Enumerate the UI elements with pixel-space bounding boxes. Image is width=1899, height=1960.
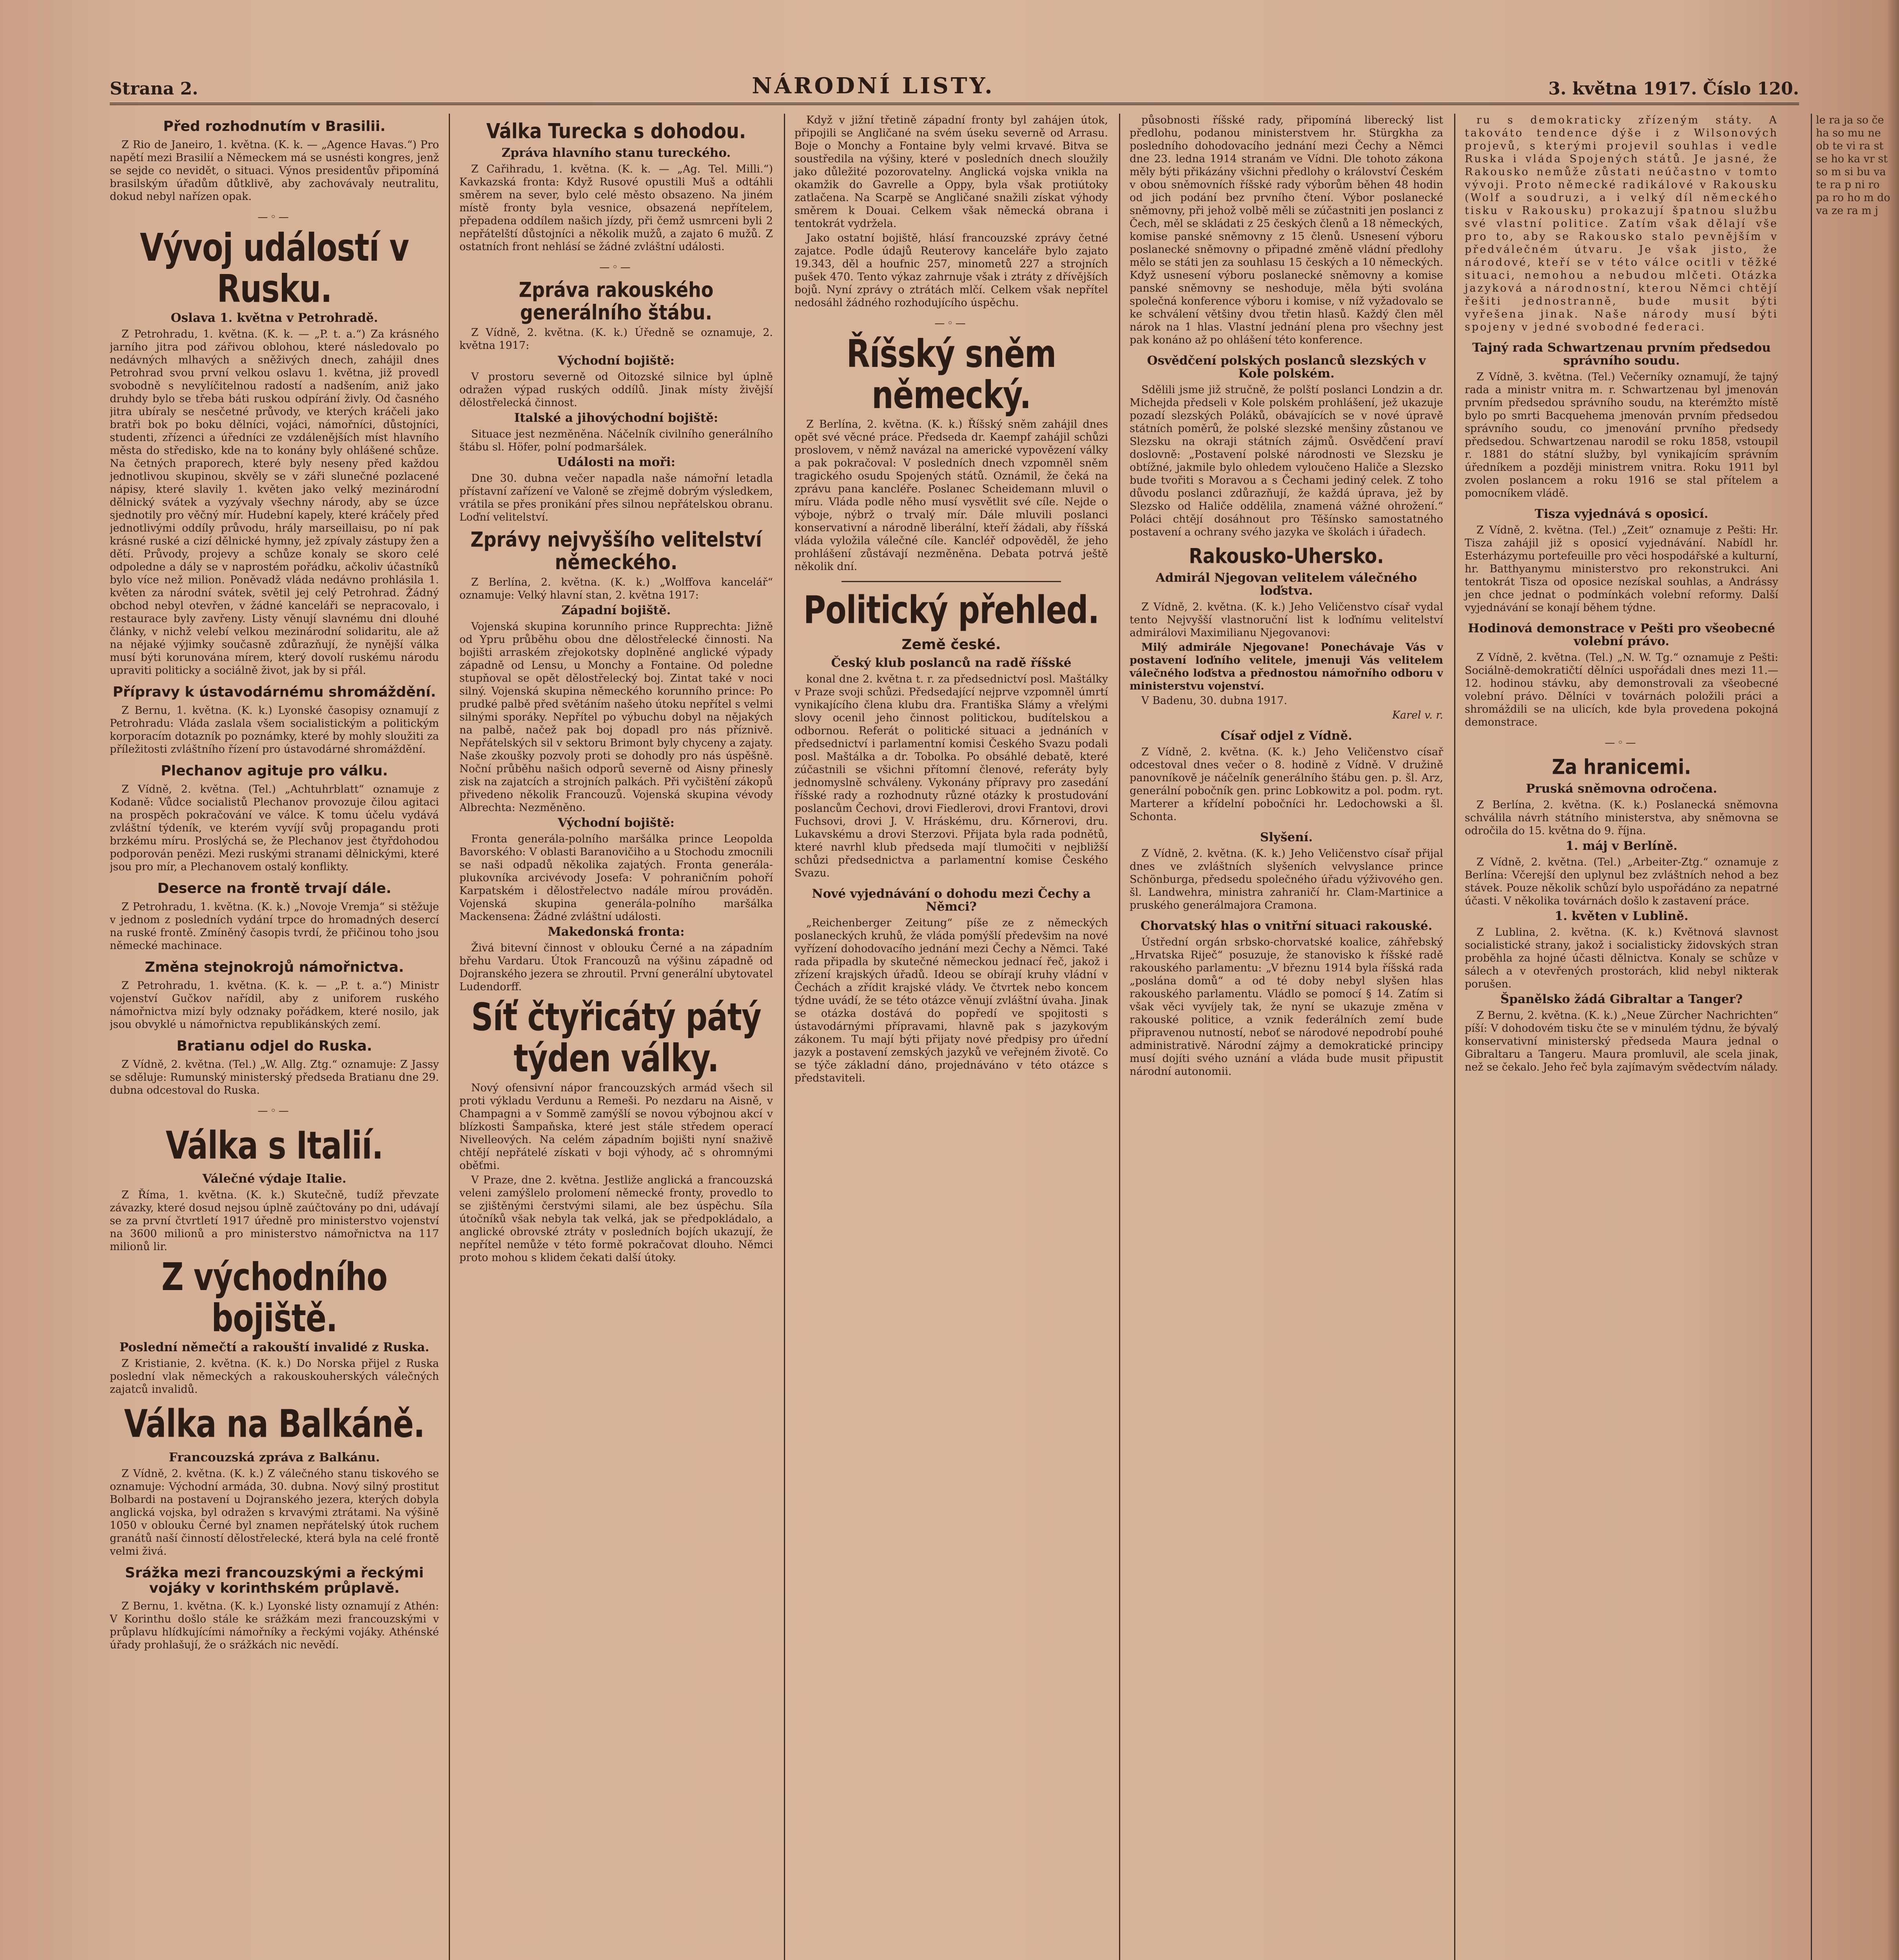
article-balkan <box>110 1402 439 1557</box>
section-heading: Tisza vyjednává s oposicí. <box>1534 507 1709 521</box>
article-text: působnosti říšské rady, připomíná liberecký list předlohu, podanou ministerstvem hr. Stürgkha za posledního dohodovacího jednání mezi Čechy a Němci dne 23. ledna 1914 stranám ve Vídni. Dle tohoto zákona měly býti přikázány všichni předlohy o království Českém v obou sněmovních říšské rady výborům běhen 48 hodin od jich podání bez prvního čtení. Výbor poslanecké sněmovny, při jehož volbě měli se zúčastniti jen poslanci z Čech, měl se skládati z 25 českých členů a 18 německých, komise panské sněmovny z 15 členů. Usnesení výboru poslanecké sněmovny o připadné změně vládní předlohy mělo se státi jen za souhlasu 15 českých a 10 německých. Když usnesení výboru poslanecké sněmovny a komise panské sněmovny se neshoduje, měla býti svolána společná konference výboru i komise, v níž vyžadovalo se ke schválení většiny dvou třetin hlasů. Každý člen měl nárok na 1 hlas. Vlastní jednání plena pro všechny jest pak konáno až po ohlášení této konference. <box>1130 114 1443 346</box>
article-pripravy <box>110 685 439 756</box>
headline: Před rozhodnutím v Brasilii. <box>163 118 386 134</box>
column-2 <box>449 114 773 1960</box>
headline: Deserce na frontě trvají dále. <box>157 880 392 897</box>
article-text: Z Vídně, 2. května. (Tel.) „Achtuhrblatt“ oznamuje z Kodaně: Vůdce socialistů Plechanov provozuje čilou agitaci na prospěch pokračování ve válce. K tomu účelu vydává zvláštní týdeník, ve kterém vyvíjí svůj propagandu proti brzkému míru. Proslýchá se, že Plechanov jest čtyřdohodou podporován penězi. Mezi ruskými stranami dělnickými, které jsou pro mír, a Plechanovem ostalý konflikty. <box>110 783 439 873</box>
column-4 <box>1119 114 1443 1960</box>
article-continued <box>794 114 1108 309</box>
article-demonstrace <box>1465 622 1778 729</box>
article-45-tyden <box>459 995 773 1264</box>
page-number: Strana 2. <box>110 79 198 99</box>
article-vychod <box>110 1255 439 1396</box>
article-rakousko-uhersko <box>1130 543 1443 722</box>
article-schwartzenau <box>1465 341 1778 500</box>
headline: Srážka mezi francouzskými a řeckými vojáky v korinthském průplavě. <box>125 1564 424 1596</box>
section-heading: Chorvatský hlas o vnitřní situaci rakouské. <box>1140 918 1433 933</box>
headline: Plechanov agituje pro válku. <box>161 763 388 779</box>
masthead <box>110 74 1799 105</box>
ornament-divider: —◦— <box>934 318 968 329</box>
headline: Změna stejnokrojů námořnictva. <box>145 959 404 975</box>
article-text: Dne 30. dubna večer napadla naše námořní letadla přístavní zařízení ve Valoně se zřejmě dobrým výsledkem, vrátila se přes pronikání přes silnou nepřátelskou obranu. Loďní velitelství. <box>459 472 773 524</box>
article-continued <box>1465 114 1778 334</box>
article-text: Z Lublina, 2. května. (K. k.) Květnová slavnost socialistické strany, jakož i socialisticky židovských stran proběhla za hojné účasti dělnictva. Konaly se schůze v sálech a v otevřených prostorách, klid nebyl nikterak porušen. <box>1465 926 1778 990</box>
article-text: Z Petrohradu, 1. května. (K. k. — „P. t. a.“) Ministr vojenství Gučkov nařídil, aby z uniforem ruského námořnictva mizí byly odznaky pořádkem, které nosilo, jak jsou obvyklé u námořnictva republikánských zemí. <box>110 979 439 1031</box>
article-text: Z Vídně, 2. května. (Tel.) „Zeit“ oznamuje z Pešti: Hr. Tisza zahájil již s oposicí vyjednávání. Nabídl hr. Esterházymu portefeuille pro věci hospodářské a kulturní, hr. Batthyanymu ministerstvo pro rekonstrukci. Ani tentokrát Tisza od oposice nezískal souhlas, a Andrássy jen chce jednat o podmínkách volební reformy. Další vyjednávání se konají během týdne. <box>1465 524 1778 614</box>
subheadline: Admirál Njegovan velitelem válečného loďstva. <box>1155 570 1417 598</box>
section-heading: Italské a jihovýchodní bojiště: <box>514 411 718 425</box>
headline: Politický přehled. <box>803 588 1099 633</box>
article-text: Živá bitevní činnost v oblouku Černé a na západním břehu Vardaru. Útok Francouzů na výšinu západně od Dojranského jezera se zhroutil. První generální ubytovatel Ludendorff. <box>459 942 773 993</box>
article-polsti-poslanci <box>1130 354 1443 539</box>
article-korinth <box>110 1566 439 1652</box>
article-chorvatsky-hlas <box>1130 920 1443 1078</box>
ornament-divider: —◦— <box>258 211 291 223</box>
article-brasilie <box>110 119 439 203</box>
subheadline: Válečné výdaje Italie. <box>202 1171 346 1186</box>
article-tisza <box>1465 508 1778 614</box>
article-text: Z Říma, 1. května. (K. k.) Skutečně, tudíž převzate závazky, které dosud nejsou úplně zaúčtovány po dni, udávají se za první čtvrtletí 1917 úředně pro ministerstvo vojenství na 3600 milionů a pro ministerstvo námořnictva na 117 milionů lir. <box>110 1189 439 1253</box>
subheadline: Poslední němečtí a rakouští invalidé z Ruska. <box>119 1340 430 1355</box>
article-text: Z Vídně, 2. května. (K. k.) Z válečného stanu tiskového se oznamuje: Východní armáda, 30. dubna. Nový silný prostitut Bolbardi na postavení u Dojranského jezera, kterých dobyla anglická vojska, byl odražen s krvavými ztrátami. Na výšině 1050 v oblouku Černé byl znamen nepřátelský útok ruchem granátů naší činností dělostřelecké, která byla na celé frontě velmi živá. <box>110 1467 439 1557</box>
article-bratianu <box>110 1039 439 1097</box>
article-text: Z Vídně, 2. května. (Tel.) „W. Allg. Ztg.“ oznamuje: Z Jassy se sděluje: Rumunský ministerský předseda Bratianu dne 29. dubna odcestoval do Ruska. <box>110 1058 439 1096</box>
headline: Z východního bojiště. <box>161 1255 387 1341</box>
section-heading: Hodinová demonstrace v Pešti pro všeobecné volební právo. <box>1468 621 1775 648</box>
article-text: Z Kristianie, 2. května. (K. k.) Do Norska přijel z Ruska poslední vlak německých a rakouskouherských válečných zajatců invalidů. <box>110 1357 439 1396</box>
article-text: Z Vídně, 2. května. (Tel.) „N. W. Tg.“ oznamuje z Pešti: Sociálně-demokratičtí dělníci uspořádali dnes mezi 11.—12. hodinou stávku, aby demonstrovali za všeobecné volební právo. Dělníci v továrnách položili práci a shromáždili se na ulicích, kde byla provedena pokojná demonstrace. <box>1465 652 1778 728</box>
issue-date: 3. května 1917. Číslo 120. <box>1548 79 1799 99</box>
article-text: Z Vídně, 2. května. (K. k.) Jeho Veličenstvo císař odcestoval dnes večer o 8. hodině z Vídně. V družině panovníkově je náčelník generálního štábu gen. p. šl. Arz, generální pobočník gen. princ Lobkowitz a pol. podm. ryt. Marterer a křídelní pobočníci hr. Ledochowski a šl. Schonta. <box>1130 746 1443 823</box>
article-text: Fronta generála-polního maršálka prince Leopolda Bavorského: V oblasti Baranovičiho a u Stochodu zmocnili se naši odpadů několika zajatých. Fronta generála-plukovníka arcivévody Josefa: V pohraničním pohoří Karpatském i dělostřelectvo nadále mírou prováděn. Vojenská skupina generála-polního maršálka Mackensena: Žádné zvláštní události. <box>459 833 773 923</box>
article-text: V Praze, dne 2. května. Jestliže anglická a francouzská veleni zamýšlelo prolomení německé fronty, provedlo to se zjištěnými čerstvými silami, ale bez úspěchu. Síla útočníků však nebyla tak velká, jak se předpokládalo, a anglické obrovské ztráty v posledních bojích ukazují, že nepřítel nemůže v této formě pokračovat dlouho. Němci proto mohou s klidem čekati další útoky. <box>459 1174 773 1264</box>
article-text: Z Vídně, 2. května. (K. k.) Úředně se oznamuje, 2. května 1917: <box>459 327 773 352</box>
headline: Přípravy k ústavodárnému shromáždění. <box>112 684 436 701</box>
headline: Válka s Italií. <box>165 1123 383 1168</box>
headline: Říšský sněm německý. <box>846 332 1056 417</box>
article-rakousky-stab <box>459 277 773 524</box>
column-1 <box>110 114 439 1960</box>
section-heading: 1. květen v Lublině. <box>1554 909 1689 923</box>
subheadline: Zpráva hlavního stanu tureckého. <box>501 145 731 160</box>
headline: Válka Turecka s dohodou. <box>486 118 746 143</box>
article-text: Jako ostatní bojiště, hlásí francouzské zprávy četné zajatce. Podle údajů Reuterovy kanceláře bylo zajato 19.343, děl a houfnic 257, minometů 227 a strojních pušek 470. Tento výkaz zahrnuje však i ztráty z dřívějších bojů. Nyní zprávy o ztrátách mlčí. Celkem však nepřítel nedosáhl žádného rozhodujícího úspěchu. <box>794 232 1108 309</box>
section-heading: Osvědčení polských poslanců slezských v Kole polském. <box>1147 354 1426 381</box>
place-date: V Badenu, 30. dubna 1917. <box>1141 694 1288 707</box>
subheadline: Oslava 1. května v Petrohradě. <box>170 311 378 325</box>
section-heading: Císař odjel z Vídně. <box>1221 728 1352 743</box>
headline: Síť čtyřicátý pátý týden války. <box>471 995 761 1081</box>
article-continued <box>1130 114 1443 347</box>
headline: Za hranicemi. <box>1552 754 1691 779</box>
handwritten-letter: Milý admirále Njegovane! Ponechávaje Vás v postavení loďního velitele, jmenuji Vás velitelem válečného loďstva a přednostou námořního odboru v ministerstvu vojenství. <box>1130 641 1443 692</box>
section-divider <box>842 581 1061 582</box>
section-heading: Španělsko žádá Gibraltar a Tanger? <box>1500 992 1743 1006</box>
article-cisar-odjel <box>1130 730 1443 823</box>
article-risssky-snem <box>794 332 1108 573</box>
column-3 <box>784 114 1108 1960</box>
article-text: Vojenská skupina korunního prince Rupprechta: Jižně od Ypru průběhu obou dne dělostřelecké činnosti. Na bojišti arraském zřejokotsky doplněné anglické výpady západně od Lensu, u Monchy a Fontaine. Od poledne stupňoval se opět dělostřelecký boj. Zintat také v noci silný. Vojenská skupina německého korunního prince: Po prudké palbě před světáním našeho útoku nepřítel s velmi silnými sporáky. Nepřítel po výbuchu dobyl na nějakých na palbě, načež pak boj dopadl pro nás příznivě. Nepřátelských sil v sektoru Brimont byly chyceny a zajaty. Naše zkoušky pozvoly proti se dohodly pro nás úspěšně. Noční průběhu našich odporů severně od Aisny přinesly zisk na zajatcích a strojních palkách. Při vyčištění zákopů přivedeno několik Francouzů. Vojenská skupina vévody Albrechta: Nezměněno. <box>459 621 773 814</box>
article-nemecky-stab <box>459 527 773 993</box>
article-text: Z Berlína, 2. května. (K. k.) Poslanecká sněmovna schválila návrh státního ministerstva, aby sněmovna se odročila do 15. května do 9. října. <box>1465 799 1778 837</box>
article-stejnokroje <box>110 960 439 1031</box>
article-text: Z Bernu, 2. května. (K. k.) „Neue Zürcher Nachrichten“ píší: V dohodovém tisku čte se v minulém týdnu, že bývalý konservativní ministerský předseda Maura jednal o Gibraltaru a Tangeru. Maura promluvil, ale scela jinak, než se čekalo. Jeho řeč byla zajímavým svědectvím nálady. <box>1465 1009 1778 1073</box>
article-text: Z Bernu, 1. května. (K. k.) Lyonské časopisy oznamují z Petrohradu: Vláda zaslala všem socialistickým a politickým korporacím dotazník po poznámky, které by mohly sloužiti za příležitosti zvláštního řízení pro ústavodárné shromáždění. <box>110 704 439 756</box>
article-text: Nový ofensivní nápor francouzských armád všech sil proti výkladu Verdunu a Remeši. Po nezdaru na Aisně, v Champagni a v Sommě zamýšlí se novou výbojnou akcí v blízkosti Šampaňska, které jest stále středem operací Nivelleových. Na celém západním bojišti nyní snaživě chtějí nepřátelé získati v boji výhody, ač s ohromnými oběťmi. <box>459 1082 773 1172</box>
article-text: Z Petrohradu, 1. května. (K. k.) „Novoje Vremja“ si stěžuje v jednom z posledních vydání trpce do hromadných desercí na ruské frontě. Zmíněný časopis tvrdí, že přičinou toho jsou německé machinace. <box>110 900 439 952</box>
section-heading: Východní bojiště: <box>558 354 675 368</box>
headline: Vývoj událostí v Rusku. <box>140 226 409 311</box>
section-heading: 1. máj v Berlíně. <box>1565 838 1678 853</box>
article-text: Z Berlína, 2. května. (K. k.) Říšský sněm zahájil dnes opět své věcné práce. Předseda dr. Kaempf zahájil schůzi proslovem, v němž navázal na americké vypovězení války a pak pokračoval: V posledních dnech vzpomněl sněm tragického osudu Spojených států. Oznámil, že čeká na zprávu pana kancléře. Poslanec Scheidemann mluvil o míru. Vláda podle něho musí vysvětlit své cíle. Nejde o výboje, nýbrž o trvalý mír. Dále mluvili poslanci konservativní a národně liberální, kteří žádali, aby říšská vláda vyložila válečné cíle. Kancléř odpověděl, že jeho prohlášení zůstávají nezměněna. Debata potrvá ještě několik dní. <box>794 418 1108 573</box>
article-slyseni <box>1130 831 1443 912</box>
ornament-divider: —◦— <box>599 261 633 273</box>
article-italie <box>110 1123 439 1253</box>
article-text: Z Berlína, 2. května. (K. k.) „Wolffova kancelář“ oznamuje: Velký hlavní stan, 2. května 1917: <box>459 576 773 602</box>
section-heading: Pruská sněmovna odročena. <box>1526 781 1717 796</box>
column-5 <box>1454 114 1778 1960</box>
article-text: Ústřední orgán srbsko-chorvatské koalice, záhřebský „Hrvatska Riječ“ posuzuje, že stanovisko k říšské radě rakouského parlamentu: „V březnu 1914 byla říšská rada „poslána domů“ a od té doby nebyl slyšen hlas rakouského parlamentu. Vládlo se pomocí § 14. Zatím si však věci vyvíjely tak, že nyní se ukazuje změna v rakouské politice, a vznik federálních zemí bude připravenou nutností, neboť se národové nepodrobí pouhé administrativě. Národní zájmy a demokratické principy musí dojíti svého uznání a vláda bude musit připustit národní autonomii. <box>1130 936 1443 1078</box>
headline: Zprávy nejvyššího velitelství německého. <box>470 527 762 574</box>
adjacent-page-fragment <box>1811 114 1890 1960</box>
article-dohoda <box>794 887 1108 1085</box>
newspaper-title: NÁRODNÍ LISTY. <box>752 73 995 99</box>
section-heading: Makedonská fronta: <box>548 925 685 939</box>
fragment-text: le ra ja so če ha so mu ne ob te vi ra st se ho ka vr st so m si bu va te ra p ni ro pa ro ho m do va ze ra m j <box>1816 114 1890 217</box>
article-text: Když v jižní třetině západní fronty byl zahájen útok, připojili se Angličané na svém úseku severně od Arrasu. Boje o Monchy a Fontaine byly velmi krvavé. Bitva se soustředila na výšiny, které v posledních dnech sloužily jako důležité pozorovatelny. Anglická vojska vnikla na okamžik do Gavrelle a Oppy, byla však protiútoky zatlačena. Na Scarpě se Angličané snažili získat výhody směrem k Douai. Celkem však německá obrana i tentokrát vydržela. <box>794 114 1108 230</box>
article-za-hranicemi <box>1465 754 1778 1074</box>
section-heading: Slyšení. <box>1260 830 1313 844</box>
ornament-divider: —◦— <box>1605 737 1638 749</box>
article-text: Z Petrohradu, 1. května. (K. k. — „P. t. a.“) Za krásného jarního jitra pod zářivou oblohou, které následovalo po nedávných mlhavých a sněživých dnech, zahájil dnes Petrohrad svou první velkou oslavu 1. května, již provedl svobodně s nevylíčitelnou radostí a nadšením, aniž jako druhdy bylo se třeba báti ruskou odpírání živly. Od časného jitra ubíraly se nesčetné průvody, ve kterých kráčeli jako bratři bok po boku dělníci, vojáci, námořníci, důstojníci, studenti, zřízenci a úředníci ze vzdálenějších míst hlavního města do středisko, kde na to konány byly ohlášené schůze. Na četných praporech, které byly neseny před každou jednotlivou skupinou, skvěly se v záři slunečné pozlacené nápisy, které slavily 1. květen jako velký mezinárodní dělnický svátek a vyzývaly všechny národy, aby se úzce sjednotily pro věčný mír. Hudební kapely, které kráčely před jednotlivými oddíly průvodu, hrály marseillaisu, po ní pak krásné ruské a cizí dělnické hymny, jež zpívaly zástupy žen a dětí. Průvody, projevy a schůze konaly se skoro celé odpoledne a dály se v naprostém pořádku, ačkoliv účastníků bylo více než milion. Poněvadž vláda nedávno prohlásila 1. květen za národní svátek, světil jej celý Petrohrad. Žádný obchod nebyl otevřen, v žádné kanceláři se nepracovalo, i restaurace byly zavřeny. Listy věnují slavnému dni dlouhé články, v nichž velebí velkou mezinárodní solidaritu, ale až na nějaké výjimky současně zdůrazňují, že nynější válka musí býti korunována mírem, který dovolí ruskému národu upraviti politicky a sociálně život, jak by si přál. <box>110 328 439 677</box>
article-politicky-prehled <box>794 588 1108 879</box>
headline: Bratianu odjel do Ruska. <box>176 1038 372 1054</box>
article-text: ru s demokraticky zřízeným státy. A takováto tendence dýše i z Wilsonových projevů, s kterými projevil souhlas i vedle Ruska i vláda Spojených států. Je jasné, že Rakousko nemůže zůstati neúčastno v tomto vývoji. Proto německé radikálové v Rakousku (Wolf a soudruzi, a i velký díl německého tisku v Rakousku) prokazují špatnou službu své vlastní politice. Zatím však dělají vše pro to, aby se Rakousko stalo pevnějším v předválečném útvaru. Je však jisto, že národové, kteří se v této válce ocitli v těžké situaci, nemohou a nebudou mlčeti. Otázka jazyková a národnostní, kterou Němci chtějí řešiti jednostranně, bude musit býti vyřešena jinak. Naše národy musí býti spojeny v jedné svobodné federaci. <box>1465 114 1778 333</box>
article-text: Sdělili jsme již stručně, že polští poslanci Londzin a dr. Michejda předseli v Kole polském prohlášení, jež ukazuje pozadí slezských Poláků, obávajících se v nové úpravě státních poměrů, že polské slezské menšiny zůstanou ve Slezsku na okraji státních zájmů. Osvědčení praví doslovně: „Postavení polské národnosti ve Slezsku je obtížné, jakmile bylo ohledem vyloučeno Haliče a Slezsko bude tvořiti s Moravou a s Čechami jediný celek. Z toho důvodu poslanci zdůrazňují, že každá úprava, jež by Slezsko od Haliče oddělila, znamená vážné ohrožení.“ Poláci chtějí dosáhnout pro Těšínsko samostatného postavení a ochrany svého jazyka ve školách i úřadech. <box>1130 384 1443 538</box>
article-text: Z Vídně, 3. května. (Tel.) Večerníky oznamují, že tajný rada a ministr vnitra m. r. Schwartzenau byl jmenován prvním předsedou správního soudu, na kterémžto místě bylo po smrti Bacquehema jmenován prvním předsedou správního soudu, co jmenování prvního předsedy předsedou. Schwartzenau narodil se roku 1858, vstoupil r. 1881 do státní služby, byl vynikajícím správním úředníkem a později ministrem vnitra. Roku 1911 byl zvolen poslancem a roku 1916 se stal přítelem a pomocníkem vládě. <box>1465 371 1778 499</box>
signature: Karel v. r. <box>1392 709 1443 721</box>
ornament-divider: —◦— <box>258 1105 291 1117</box>
headline: Válka na Balkáně. <box>124 1402 425 1446</box>
article-text: Z Bernu, 1. května. (K. k.) Lyonské listy oznamují z Athén: V Korinthu došlo stále ke srážkám mezi francouzskými v průplavu hlídkujícími námořníky a řeckými vojáky. Athénské úřady prohlašují, že o srážkách nic nevědí. <box>110 1600 439 1651</box>
article-plechanov <box>110 764 439 873</box>
article-deserce <box>110 881 439 952</box>
article-text: Z Vídně, 2. května. (K. k.) Jeho Veličenstvo císař vydal tento Nejvyšší vlastnoruční list k loďnímu velitelství admirálovi Maximilianu Njegovanovi: <box>1130 601 1443 639</box>
section-heading: Nové vyjednávání o dohodu mezi Čechy a Němci? <box>812 886 1091 914</box>
article-turecko <box>459 118 773 253</box>
article-text: „Reichenberger Zeitung“ píše ze z německých poslaneckých kruhů, že vláda pomýšlí předevšim na nové vyřízení dohodovacího jednání mezi Čechy a Němci. Také rada připadla by skutečné německou jednací řeč, jakož i zřízení krajských úřadů. Ideou se obírají kruhy vládní v Čechách a zřídit krajské vlády. Ve čtvrtek nebo koncem týdne uvádí, že se této otázce věnují zvláštní úvaha. Jinak se otázka dostává do popředí ve spojitosti s ústavodárnými přípravami, hlavně pak s jazykovým zákonem. Tu mají býti přijaty nové předpisy pro úřední jazyk a postavení zemských jazyků ve veřejném životě. Co se týče základní dáno, projednáváno v této otázce s představiteli. <box>794 916 1108 1084</box>
article-text: Situace jest nezměněna. Náčelník civilního generálního štábu sl. Höfer, polní podmaršálek. <box>459 428 773 454</box>
article-text: Z Vídně, 2. května. (Tel.) „Arbeiter-Ztg.“ oznamuje z Berlína: Včerejší den uplynul bez zvláštních nehod a bez stávek. Pouze několik schůzí bylo uspořádáno za nepatrné účasti. V několika továrnách došlo k zastavení práce. <box>1465 856 1778 907</box>
article-rusko <box>110 226 439 677</box>
subheadline: Země české. <box>901 636 1001 653</box>
section-heading: Tajný rada Schwartzenau prvním předsedou správního soudu. <box>1472 341 1771 368</box>
section-heading: Český klub poslanců na radě říšské <box>831 655 1072 670</box>
article-text: Z Vídně, 2. května. (K. k.) Jeho Veličenstvo císař přijal dnes ve zvláštních slyšeních velvyslance prince Schönburga, předsedu společného úřadu výživového gen. šl. Landwehra, ministra zahraničí hr. Clam-Martinice a pruského generálmajora Cramona. <box>1130 847 1443 911</box>
section-heading: Události na moři: <box>557 455 676 470</box>
headline: Zpráva rakouského generálního štábu. <box>519 277 714 324</box>
section-heading: Západní bojiště. <box>561 603 671 618</box>
headline: Rakousko-Uhersko. <box>1189 543 1384 568</box>
section-heading: Východní bojiště: <box>558 816 675 830</box>
article-text: Z Cařihradu, 1. května. (K. k. — „Ag. Tel. Milli.“) Kavkazská fronta: Když Rusové opustili Muš a odtáhli směrem na sever, bylo celé město obsazeno. Na jiném místě fronty byla vesnice, obsazená nepřítelem, přepadena oddílem našich jízdy, při čemž usmrceni byli 2 nepřátelští důstojníci a několik mužů, a zajato 6 mužů. Z ostatních front nehlásí se žádné zvláštní události. <box>459 163 773 253</box>
article-text: V prostoru severně od Oitozské silnice byl úplně odražen výpad ruských oddílů. Jinak místy živější dělostřelecká činnost. <box>459 371 773 409</box>
subheadline: Francouzská zpráva z Balkánu. <box>169 1450 380 1465</box>
article-text: konal dne 2. května t. r. za předsednictví posl. Maštálky v Praze svoji schůzi. Předsedající nejprve vzpomněl úmrtí vynikajícího člena klubu dra. Františka Slámy a vřelými slovy ocenil jeho činnost politickou, budítelskou a odbornou. Referát o politické situaci a jednáních v předsednictví i parlamentní komisi Českého Svazu podali posl. Maštálka a dr. Tobolka. Po obsáhlé debatě, které zúčastnili se všichni přítomní členové, referáty byly jednomyslně schváleny. Vykonány přípravy pro zasedání říšské rady a rozhodnuty různé otázky k prostudování poslancům Čechovi, drovi Fiedlerovi, drovi Frantovi, drovi Fuchsovi, drovi J. V. Hráskému, dru. Kőrnerovi, dru. Lukavskému a drovi Sterzovi. Přijata byla rada podnětů, které navrhl klub předseda mají tlumočiti v nejbližší schůzi předsednictva a parlamentní komise Českého Svazu. <box>794 673 1108 879</box>
article-text: Z Rio de Janeiro, 1. května. (K. k. — „Agence Havas.“) Pro napětí mezi Brasilií a Německem má se usnésti kongres, jenž se sejde co nevidět, o situaci. Výnos presidentův připomíná brasilským úřadům důtklivě, aby zachovávaly neutralitu, dokud nebyl nařízen opak. <box>110 138 439 203</box>
